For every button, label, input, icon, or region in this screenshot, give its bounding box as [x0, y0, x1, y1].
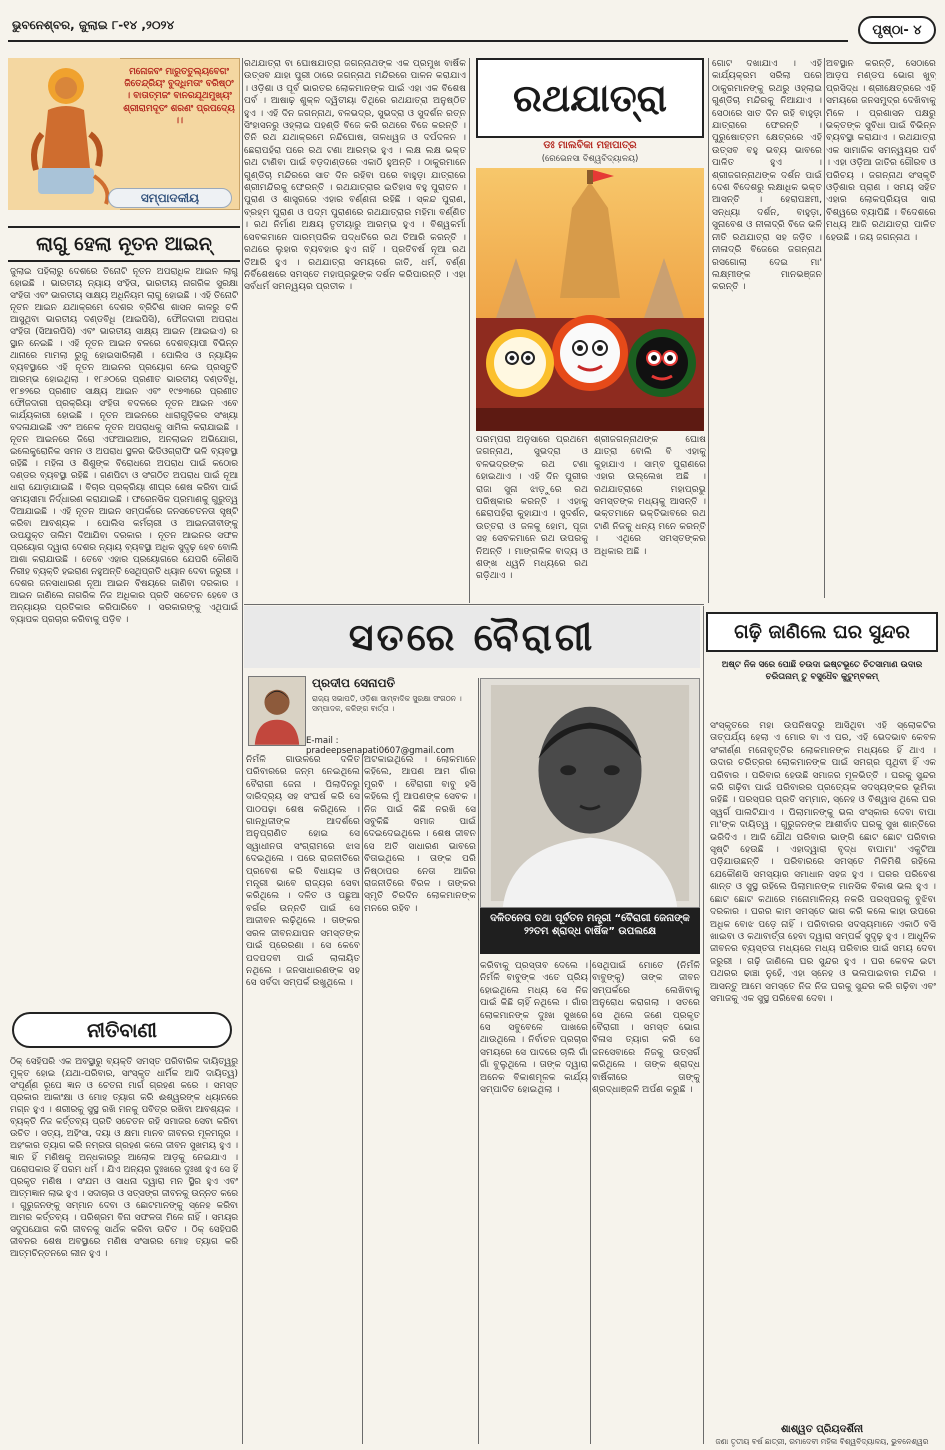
- column-divider: [590, 960, 591, 1444]
- column-divider: [824, 58, 825, 598]
- jagannath-trinity-image: [476, 168, 704, 431]
- rathayatra-body-col-2: ଶ୍ରୀଜଗନ୍ନାଥଙ୍କ ଘୋଷ ଯାତ୍ରା ବୋଲି ବି ଏହାକୁ କୁହାଯାଏ । ସାମ୍ବ ପୁରାଣରେ ଏହାର ଉଲ୍ଲେଖ ଅଛି । ରଥଯାତ୍ରାରେ ମହାପ୍ରଭୁ ସମସ୍ତଙ୍କ ମଧ୍ୟକୁ ଆସନ୍ତି । ଭକ୍ତମାନେ ଭକ୍ତିଭାବରେ ରଥ ଟାଣି ନିଜକୁ ଧନ୍ୟ ମନେ କରନ୍ତି । ଏଥିରେ ସମସ୍ତଙ୍କର ଅଧିକାର ଅଛି ।: [594, 434, 706, 557]
- column-divider: [478, 678, 479, 1444]
- rathayatra-body-col-1: ପରମ୍ପରା ଅନୁସାରେ ପ୍ରଥମେ ଜଗନ୍ନାଥ, ସୁଭଦ୍ରା ଓ ବଳଭଦ୍ରଙ୍କ ରଥ ଟଣା ହୋଇଥାଏ । ଏହି ଦିନ ପୁରୀର ରାଜା ସୁନା ଝାଡ଼ୁରେ ରଥ ପରିଷ୍କାର କରନ୍ତି । ଏହାକୁ ଛେରାପହଁରା କୁହାଯାଏ । ସୁଦର୍ଶନ, ଉତ୍ତରା ଓ ଜଳକୁ ହୋମ, ପୂଜା ସହ ସେବକମାନେ ରଥ ଉପରକୁ ନିଅନ୍ତି । ମାଙ୍ଗଳିକ ବାଦ୍ୟ ଓ ଶଙ୍ଖ ଧ୍ୱନି ମଧ୍ୟରେ ରଥ ଗଡ଼ିଥାଏ ।: [476, 434, 588, 582]
- header-rule: [8, 40, 848, 42]
- column-divider: [708, 58, 709, 603]
- ghara-author-role: ଜଣା ତୃତୀୟ ବର୍ଷ ଛାତ୍ରୀ, ରମାଦେବୀ ମହିଳା ବିଶ୍ୱବିଦ୍ୟାଳୟ, ଭୁବନେଶ୍ୱର: [715, 1437, 929, 1446]
- column-divider: [703, 606, 704, 1444]
- ghara-headline: ଗଢ଼ି ଜାଣିଲେ ଘର ସୁନ୍ଦର: [734, 621, 910, 643]
- bairagi-body-col-4: ସେଥିପାଇଁ ମୋତେ (ନିର୍ମଳି ବାବୁଙ୍କୁ) ତାଙ୍କ ଜୀବନ ସମ୍ପର୍କରେ ଲେଖିବାକୁ ଅନୁରୋଧ କରାଗଲା । ସତରେ ସେ ଥିଲେ ଜଣେ ପ୍ରକୃତ ବୈରାଗୀ । ସମସ୍ତ ଭୋଗ ବିଳାସ ତ୍ୟାଗ କରି ସେ ଜନସେବାରେ ନିଜକୁ ଉତ୍ସର୍ଗ କରିଥିଲେ । ତାଙ୍କ ଶ୍ରାଦ୍ଧ ବାର୍ଷିକୀରେ ତାଙ୍କୁ ଶ୍ରଦ୍ଧାଞ୍ଜଳି ଅର୍ପଣ କରୁଛି ।: [592, 960, 700, 1096]
- page-number-badge: ପୃଷ୍ଠା- ୪: [858, 16, 936, 44]
- rathayatra-intro-column: ରଥଯାତ୍ରା ବା ଘୋଷଯାତ୍ରା ଜଗନ୍ନାଥଙ୍କ ଏକ ପ୍ରମୁଖ ବାର୍ଷିକ ଉତ୍ସବ ଯାହା ପୁରୀ ଠାରେ ଜଗନ୍ନାଥ ମନ୍ଦିରରେ ପାଳନ କରାଯାଏ । ଓଡ଼ିଶା ଓ ପୂର୍ବ ଭାରତର ଲୋକମାନଙ୍କ ପାଇଁ ଏହା ଏକ ବିଶେଷ ପର୍ବ । ଆଷାଢ଼ ଶୁକ୍ଳ ଦ୍ୱିତୀୟା ତିଥିରେ ରଥଯାତ୍ରା ଅନୁଷ୍ଠିତ ହୁଏ । ଏହି ଦିନ ଜଗନ୍ନାଥ, ବଳଭଦ୍ର, ସୁଭଦ୍ରା ଓ ସୁଦର୍ଶନ ରତ୍ନ ସିଂହାସନରୁ ଓହ୍ଲାଇ ପହଣ୍ଡି ବିଜେ କରି ରଥରେ ବିଜେ କରନ୍ତି । ତିନି ରଥ ଯଥାକ୍ରମେ ନନ୍ଦିଘୋଷ, ତାଳଧ୍ୱଜ ଓ ଦର୍ପଦଳନ । ଛେରାପହଁରା ପରେ ରଥ ଟଣା ଆରମ୍ଭ ହୁଏ । ଲକ୍ଷ ଲକ୍ଷ ଭକ୍ତ ରଥ ଟାଣିବା ପାଇଁ ବଡ଼ଦାଣ୍ଡରେ ଏକାଠି ହୁଅନ୍ତି । ଠାକୁରମାନେ ଗୁଣ୍ଡିଚା ମନ୍ଦିରରେ ସାତ ଦିନ ରହିବା ପରେ ବାହୁଡ଼ା ଯାତ୍ରାରେ ଶ୍ରୀମନ୍ଦିରକୁ ଫେରନ୍ତି । ରଥଯାତ୍ରାର ଇତିହାସ ବହୁ ପୁରାତନ । ପୁରାଣ ଓ ଶାସ୍ତ୍ରରେ ଏହାର ବର୍ଣ୍ଣନା ରହିଛି । ସ୍କନ୍ଦ ପୁରାଣ, ବ୍ରହ୍ମ ପୁରାଣ ଓ ପଦ୍ମ ପୁରାଣରେ ରଥଯାତ୍ରାର ମହିମା ବର୍ଣ୍ଣିତ । ରଥ ନିର୍ମାଣ ଅକ୍ଷୟ ତୃତୀୟାରୁ ଆରମ୍ଭ ହୁଏ । ବିଶ୍ୱକର୍ମା ସେବକମାନେ ପାରମ୍ପରିକ ପଦ୍ଧତିରେ ରଥ ତିଆରି କରନ୍ତି । ରଥରେ ଲୁହାର ବ୍ୟବହାର ହୁଏ ନାହିଁ । ପ୍ରତିବର୍ଷ ନୂଆ ରଥ ତିଆରି ହୁଏ । ରଥଯାତ୍ରା ସମୟରେ ଜାତି, ଧର୍ମ, ବର୍ଣ୍ଣ ନିର୍ବିଶେଷରେ ସମସ୍ତେ ମହାପ୍ରଭୁଙ୍କ ଦର୍ଶନ କରିପାରନ୍ତି । ଏହା ସର୍ବଧର୍ମ ସମନ୍ୱୟର ପ୍ରତୀକ ।: [244, 58, 466, 293]
- hanuman-illustration: [8, 58, 120, 210]
- rathayatra-headline: ରଥଯାତ୍ରା: [513, 75, 667, 120]
- column-divider: [469, 58, 470, 603]
- bairagi-headline: ସତରେ ବୈରାଗୀ: [348, 614, 596, 659]
- niti-headline: ନୀତିବାଣୀ: [86, 1018, 158, 1042]
- bairagi-body-col-1: ନିର୍ମଳି ଗାଉଳରେ ଦଳିତ ପରିବାରରେ ଜନ୍ମ ନେଇଥିଲେ ବୈରାଗୀ ଜେନା । ପିଲାଦିନରୁ ଦାରିଦ୍ର୍ୟ ସହ ସଂଘର୍ଷ କରି ସେ ପାଠପଢ଼ା ଶେଷ କରିଥିଲେ । ଗାନ୍ଧିଜୀଙ୍କ ଆଦର୍ଶରେ ଅନୁପ୍ରାଣିତ ହୋଇ ସେ ସ୍ୱାଧୀନତା ସଂଗ୍ରାମରେ ଝାସ ଦେଇଥିଲେ । ପରେ ରାଜନୀତିରେ ପ୍ରବେଶ କରି ବିଧାୟକ ଓ ମନ୍ତ୍ରୀ ଭାବେ ରାଜ୍ୟର ସେବା କରିଥିଲେ । ଦଳିତ ଓ ପଛୁଆ ବର୍ଗର ଉନ୍ନତି ପାଇଁ ସେ ଆଜୀବନ ଲଢ଼ିଥିଲେ । ତାଙ୍କର ସରଳ ଜୀବନଯାପନ ସମସ୍ତଙ୍କ ପାଇଁ ପ୍ରେରଣା । ସେ କେବେ ପଦପଦବୀ ପାଇଁ ଲାଳାୟିତ ନଥିଲେ । ଜନସାଧାରଣଙ୍କ ସହ ସେ ସର୍ବଦା ସମ୍ପର୍କ ରଖୁଥିଲେ ।: [246, 754, 360, 989]
- author-details: ରାଜ୍ୟ ସଭାପତି, ଓଡ଼ିଶା ସାମ୍ବାଦିକ ସୁରକ୍ଷା ସଂଗଠନ । ସମ୍ପାଦକ, କଳିଙ୍ଗ ବାର୍ତ୍ତା ।: [312, 694, 462, 713]
- rathayatra-body-col-3: ଗୋଟ ଦଖାଯାଏ । ଏହି କାର୍ଯ୍ୟକ୍ରମ ସରିଲା ପରେ ଠାକୁରମାନଙ୍କୁ ରଥରୁ ଓହ୍ଲାଇ ଗୁଣ୍ଡିଚା ମନ୍ଦିରକୁ ନିଆଯାଏ । ସେଠାରେ ସାତ ଦିନ ରହି ବାହୁଡ଼ା ଯାତ୍ରାରେ ଫେରନ୍ତି । ପୁରୁଷୋତ୍ତମ କ୍ଷେତ୍ରରେ ଏହି ଉତ୍ସବ ବହୁ ଭବ୍ୟ ଭାବରେ ପାଳିତ ହୁଏ । ଶ୍ରୀଜଗନ୍ନାଥଙ୍କ ଦର୍ଶନ ପାଇଁ ଦେଶ ବିଦେଶରୁ ଲକ୍ଷାଧିକ ଭକ୍ତ ଆସନ୍ତି । ହେରାପଞ୍ଚମୀ, ସନ୍ଧ୍ୟା ଦର୍ଶନ, ବାହୁଡ଼ା, ସୁନାବେଶ ଓ ନୀଳାଦ୍ରି ବିଜେ ଭଳି ନୀତି ରଥଯାତ୍ରା ସହ ଜଡ଼ିତ । ନୀଳାଦ୍ରି ବିଜେରେ ଜଗନ୍ନାଥ ରସଗୋଲା ଦେଇ ମା' ଲକ୍ଷ୍ମୀଙ୍କ ମାନଭଞ୍ଜନ କରନ୍ତି ।: [712, 58, 822, 293]
- author-photo: [248, 676, 306, 746]
- ghara-sanskrit-verse: ଅଷ୍ଟ ନିଜ ସରେ ପୋଛି ଚଉଦା ଇଷ୍ଟଭୂତେ ଚିତସାମାଣ ଉଦାର ଚରିତାନାମ୍ ତୁ ବସୁଧୈବ କୁଟୁମ୍ବକମ୍: [721, 660, 923, 682]
- author-email: E-mail : pradeepsenapati0607@gmail.com: [306, 736, 455, 756]
- issue-date: ଭୁବନେଶ୍ବର, ଜୁଲାଇ ୮-୧୪ ,୨୦୨୪: [12, 18, 175, 32]
- rathayatra-body-col-4: ଅବସ୍ଥାନ କରନ୍ତି, ସେଠାରେ ଆଡ଼ପ ମଣ୍ଡପ ଭୋଗ ଖୁବ୍ ପ୍ରସିଦ୍ଧ । ଶ୍ରୀକ୍ଷେତ୍ରରେ ଏହି ସମୟରେ ଜନସମୁଦ୍ର ଦେଖିବାକୁ ମିଳେ । ପ୍ରଶାସନ ପକ୍ଷରୁ ଭକ୍ତଙ୍କ ସୁବିଧା ପାଇଁ ବିଭିନ୍ନ ବ୍ୟବସ୍ଥା କରାଯାଏ । ରଥଯାତ୍ରା ଏକ ସାମାଜିକ ସମନ୍ୱୟର ପର୍ବ । ଏହା ଓଡ଼ିଆ ଜାତିର ଗୌରବ ଓ ପରିଚୟ । ଜଗନ୍ନାଥ ସଂସ୍କୃତି ଓଡ଼ିଶାର ପ୍ରାଣ । ସମୟ ସହିତ ଏହାର ଲୋକପ୍ରିୟତା ସାରା ବିଶ୍ୱରେ ବ୍ୟାପିଛି । ବିଦେଶରେ ମଧ୍ୟ ଆଜି ରଥଯାତ୍ରା ପାଳିତ ହେଉଛି । ଜୟ ଜଗନ୍ନାଥ ।: [826, 58, 936, 243]
- law-headline: ଲାଗୁ ହେଲା ନୂତନ ଆଇନ୍: [8, 226, 240, 262]
- law-article-body: ଜୁଲାଇ ପହିଲାରୁ ଦେଶରେ ତିନୋଟି ନୂତନ ଅପରାଧିକ ଆଇନ ଲାଗୁ ହୋଇଛି । ଭାରତୀୟ ନ୍ୟାୟ ସଂହିତା, ଭାରତୀୟ ନାଗରିକ ସୁରକ୍ଷା ସଂହିତା ଏବଂ ଭାରତୀୟ ସାକ୍ଷ୍ୟ ଅଧିନିୟମ ଲାଗୁ ହୋଇଛି । ଏହି ତିନୋଟି ନୂତନ ଆଇନ ଯଥାକ୍ରମେ ଦେଶର ବ୍ରିଟିଶ ଶାସନ କାଳରୁ ଚଳି ଆସୁଥିବା ଭାରତୀୟ ଦଣ୍ଡବିଧି (ଆଇପିସି), ଫୌଜଦାରୀ ଅପରାଧ ସଂହିତା (ସିଆରପିସି) ଏବଂ ଭାରତୀୟ ସାକ୍ଷ୍ୟ ଆଇନ (ଆଇଇଏ) ର ସ୍ଥାନ ନେଇଛି । ଏହି ନୂତନ ଆଇନ ବଳରେ ଦେଶବ୍ୟାପୀ ବିଭିନ୍ନ ଥାନାରେ ମାମଲା ରୁଜୁ ହୋଇସାରିଲାଣି । ପୋଲିସ ଓ ନ୍ୟାୟିକ ବ୍ୟବସ୍ଥାରେ ଏହି ନୂତନ ଆଇନର ପ୍ରୟୋଗ ନେଇ ପ୍ରସ୍ତୁତି ଆରମ୍ଭ ହୋଇଥିଲା । ୧୮୬୦ରେ ପ୍ରଣୀତ ଭାରତୀୟ ଦଣ୍ଡବିଧି, ୧୮୭୨ରେ ପ୍ରଣୀତ ସାକ୍ଷ୍ୟ ଆଇନ ଏବଂ ୧୯୭୩ରେ ପ୍ରଣୀତ ଫୌଜଦାରୀ ପ୍ରକ୍ରିୟା ସଂହିତା ବଦଳରେ ନୂତନ ଆଇନ ଏବେ କାର୍ଯ୍ୟକାରୀ ହୋଇଛି । ନୂତନ ଆଇନରେ ଧାରାଗୁଡ଼ିକର ସଂଖ୍ୟା ବଦଳାଯାଇଛି ଏବଂ ଅନେକ ନୂତନ ଅପରାଧକୁ ସାମିଲ କରାଯାଇଛି । ନୂତନ ଆଇନରେ ଜିରୋ ଏଫଆଇଆର, ଅନଲାଇନ ଅଭିଯୋଗ, ଇଲେକ୍ଟ୍ରୋନିକ ସମନ ଓ ଅପରାଧ ସ୍ଥଳର ଭିଡିଓଗ୍ରାଫି ଭଳି ବ୍ୟବସ୍ଥା ରହିଛି । ମହିଳା ଓ ଶିଶୁଙ୍କ ବିରୋଧରେ ଅପରାଧ ପାଇଁ କଠୋର ଦଣ୍ଡର ବ୍ୟବସ୍ଥା ରହିଛି । ଗଣପିଟା ଓ ସଂଗଠିତ ଅପରାଧ ପାଇଁ ନୂଆ ଧାରା ଯୋଡ଼ାଯାଇଛି । ବିଚାର ପ୍ରକ୍ରିୟା ଶୀଘ୍ର ଶେଷ କରିବା ପାଇଁ ସମୟସୀମା ନିର୍ଦ୍ଧାରଣ କରାଯାଇଛି । ଫରେନସିକ ପ୍ରମାଣକୁ ଗୁରୁତ୍ୱ ଦିଆଯାଇଛି । ଏହି ନୂତନ ଆଇନ ସମ୍ପର୍କରେ ଜନସଚେତନତା ସୃଷ୍ଟି କରିବା ଆବଶ୍ୟକ । ପୋଲିସ କର୍ମଚାରୀ ଓ ଆଇନଜୀବୀଙ୍କୁ ଉପଯୁକ୍ତ ତାଲିମ ଦିଆଯିବା ଦରକାର । ନୂତନ ଆଇନର ସଫଳ ପ୍ରୟୋଗ ଦ୍ୱାରା ଦେଶର ନ୍ୟାୟ ବ୍ୟବସ୍ଥା ଅଧିକ ସୁଦୃଢ଼ ହେବ ବୋଲି ଆଶା କରାଯାଉଛି । ତେବେ ଏହାର ପ୍ରୟୋଗରେ ଯେପରି କୌଣସି ନିରୀହ ବ୍ୟକ୍ତି ହଇରାଣ ନହୁଅନ୍ତି ସେଥିପ୍ରତି ଧ୍ୟାନ ଦେବା ଜରୁରୀ । ଦେଶର ଜନସାଧାରଣ ନୂଆ ଆଇନ ବିଷୟରେ ଜାଣିବା ଦରକାର । ଆଇନ ଜାଣିଲେ ନାଗରିକ ନିଜ ଅଧିକାର ପ୍ରତି ସଚେତନ ହେବେ ଓ ଅନ୍ୟାୟର ପ୍ରତିକାର କରିପାରିବେ । ସରକାରଙ୍କୁ ଏଥିପାଇଁ ବ୍ୟାପକ ପ୍ରଚାର କରିବାକୁ ପଡ଼ିବ ।: [10, 267, 238, 625]
- bairagi-body-col-3: କରିବାକୁ ପ୍ରସ୍ତାବ ଦେଲେ । ନିର୍ମଳି ବାବୁଙ୍କ ଏତେ ପ୍ରିୟ ହୋଇଥିଲେ ମଧ୍ୟ ସେ ନିଜ ପାଇଁ କିଛି ଚାହିଁ ନଥିଲେ । ଗାଁର ଲୋକମାନଙ୍କ ଦୁଃଖ ସୁଖରେ ସେ ସବୁବେଳେ ପାଖରେ ଥାଉଥିଲେ । ନିର୍ବାଚନ ପ୍ରଚାର ସମୟରେ ସେ ପାଦରେ ଚାଲି ଗାଁ ଗାଁ ବୁଲୁଥିଲେ । ତାଙ୍କ ଦ୍ୱାରା ଅନେକ ବିକାଶମୂଳକ କାର୍ଯ୍ୟ ସମ୍ପାଦିତ ହୋଇଥିଲା ।: [480, 960, 588, 1096]
- niti-body: ଠିକ୍ ସେହିପରି ଏକ ଅବସ୍ଥାରୁ ବ୍ୟକ୍ତି ସମସ୍ତ ପରିବାରିକ ଦାୟିତ୍ୱରୁ ମୁକ୍ତ ହୋଇ (ଯଥା-ପରିବାର, ସାଂସ୍କୃତ ଧାର୍ମିକ ଆଦି ଦାୟିତ୍ୱ) ସଂପୂର୍ଣ୍ଣ ରୂପେ ଜ୍ଞାନ ଓ ଚେତନା ମାର୍ଗ ଗ୍ରହଣ କରେ । ସମସ୍ତ ପ୍ରକାର ଆକାଂକ୍ଷା ଓ ମୋହ ତ୍ୟାଗ କରି ଈଶ୍ୱରଙ୍କ ଧ୍ୟାନରେ ମଗ୍ନ ହୁଏ । ଶରୀରକୁ ସୁସ୍ଥ ରଖି ମନକୁ ପବିତ୍ର ରଖିବା ଆବଶ୍ୟକ । ବ୍ୟକ୍ତି ନିଜ କର୍ତ୍ତବ୍ୟ ପ୍ରତି ସଚେତନ ରହି ସମାଜର ସେବା କରିବା ଉଚିତ । ସତ୍ୟ, ଅହିଂସା, ଦୟା ଓ କ୍ଷମା ମାନବ ଜୀବନର ମୂଳମନ୍ତ୍ର । ଅହଂକାର ତ୍ୟାଗ କରି ନମ୍ରତା ଗ୍ରହଣ କଲେ ଜୀବନ ସୁଖମୟ ହୁଏ । ଜ୍ଞାନ ହିଁ ମଣିଷକୁ ଅନ୍ଧକାରରୁ ଆଲୋକ ଆଡ଼କୁ ନେଇଯାଏ । ପରୋପକାର ହିଁ ପରମ ଧର୍ମ । ଯିଏ ଅନ୍ୟର ଦୁଃଖରେ ଦୁଃଖୀ ହୁଏ ସେ ହିଁ ପ୍ରକୃତ ମଣିଷ । ସଂଯମ ଓ ସାଧନା ଦ୍ୱାରା ମନ ସ୍ଥିର ହୁଏ ଏବଂ ଆତ୍ମଜ୍ଞାନ ଲାଭ ହୁଏ । ସଦାଚାର ଓ ସତ୍‌ସଙ୍ଗ ଜୀବନକୁ ଉନ୍ନତ କରେ । ଗୁରୁଜନଙ୍କୁ ସମ୍ମାନ ଦେବା ଓ ଛୋଟମାନଙ୍କୁ ସ୍ନେହ କରିବା ଆମର କର୍ତ୍ତବ୍ୟ । ପରିଶ୍ରମ ବିନା ସଫଳତା ମିଳେ ନାହିଁ । ସମୟର ସଦୁପଯୋଗ କରି ଜୀବନକୁ ସାର୍ଥକ କରିବା ଉଚିତ । ଠିକ୍ ସେହିପରି ଜୀବନର ଶେଷ ଅବସ୍ଥାରେ ମଣିଷ ସଂସାରର ମୋହ ତ୍ୟାଗ କରି ଆତ୍ମଚିନ୍ତନରେ ଲୀନ ହୁଏ ।: [10, 1057, 238, 1259]
- column-divider: [362, 754, 363, 1444]
- column-divider: [242, 58, 243, 1444]
- editorial-quote: ମନୋଜବଂ ମାରୁତତୁଲ୍ୟବେଗଂ ଜିତେନ୍ଦ୍ରିୟଂ ବୁଦ୍ଧିମତାଂ ବରିଷ୍ଠଂ । ବାତାତ୍ମଜଂ ବାନରଯୂଥମୁଖ୍ୟଂ ଶ୍ରୀରାମଦୂତଂ ଶରଣଂ ପ୍ରପଦ୍ୟେ ।।: [123, 67, 235, 126]
- bairagi-body-col-2: ଅଟକାଇଥିଲେ । ଲୋକମାନେ କହିଲେ, ଆପଣ ଆମ ଗାଁର ମୁରବି । ବୈରାଗୀ ବାବୁ ହସି କହିଲେ ମୁଁ ଆପଣଙ୍କ ସେବକ । ନିଜ ପାଇଁ କିଛି ନରଖି ସେ ସବୁକିଛି ସମାଜ ପାଇଁ ଦେଇଦେଇଥିଲେ । ଶେଷ ଜୀବନ ସେ ଅତି ସାଧାରଣ ଭାବରେ ବିତାଇଥିଲେ । ତାଙ୍କ ପରି ନିଷ୍ଠାପର ନେତା ଆଜିର ରାଜନୀତିରେ ବିରଳ । ତାଙ୍କର ସ୍ମୃତି ଚିରଦିନ ଲୋକମାନଙ୍କ ମନରେ ରହିବ ।: [364, 754, 476, 914]
- editorial-banner: ସମ୍ପାଦକୀୟ: [108, 188, 232, 208]
- bairagi-jena-portrait: [480, 678, 700, 908]
- ghara-article-body: ସଂସ୍କୃତରେ ମହା ଉପନିଷଦରୁ ଆସିଥିବା ଏହି ସ୍ଲୋକଟିର ତାତ୍ପର୍ଯ୍ୟ ହେଲା ଏ ମୋର ବା ଏ ପର, ଏହି ଭେଦଭାବ କେବଳ ସଂକୀର୍ଣ୍ଣ ମନୋବୃତ୍ତିର ଲୋକମାନଙ୍କ ମଧ୍ୟରେ ହିଁ ଥାଏ । ଉଦାର ଚରିତ୍ରର ଲୋକମାନଙ୍କ ପାଇଁ ସମଗ୍ର ପୃଥିବୀ ହିଁ ଏକ ପରିବାର । ପରିବାର ହେଉଛି ସମାଜର ମୂଳଭିତ୍ତି । ଘରକୁ ସୁନ୍ଦର କରି ଗଢ଼ିବା ପାଇଁ ପରିବାରର ପ୍ରତ୍ୟେକ ସଦସ୍ୟଙ୍କର ଭୂମିକା ରହିଛି । ପରସ୍ପର ପ୍ରତି ସମ୍ମାନ, ସ୍ନେହ ଓ ବିଶ୍ୱାସ ଥିଲେ ଘର ସ୍ୱର୍ଗ ପାଲଟିଯାଏ । ପିଲାମାନଙ୍କୁ ଭଲ ସଂସ୍କାର ଦେବା ବାପା ମା'ଙ୍କ ଦାୟିତ୍ୱ । ଗୁରୁଜନଙ୍କ ଆଶୀର୍ବାଦ ଘରକୁ ସୁଖ ଶାନ୍ତିରେ ଭରିଦିଏ । ଆଜି ଯୌଥ ପରିବାର ଭାଙ୍ଗି ଛୋଟ ଛୋଟ ପରିବାର ସୃଷ୍ଟି ହେଉଛି । ଏହାଦ୍ୱାରା ବୃଦ୍ଧ ବାପାମା' ଏକୁଟିଆ ପଡ଼ିଯାଉଛନ୍ତି । ପରିବାରରେ ସମସ୍ତେ ମିଳିମିଶି ରହିଲେ ଯେକୌଣସି ସମସ୍ୟାର ସମାଧାନ ସହଜ ହୁଏ । ଘରର ପରିବେଶ ଶାନ୍ତ ଓ ସୁସ୍ଥ ରହିଲେ ପିଲାମାନଙ୍କ ମାନସିକ ବିକାଶ ଭଲ ହୁଏ । ଛୋଟ ଛୋଟ କଥାରେ ମନୋମାଳିନ୍ୟ ନକରି ପରସ୍ପରକୁ ବୁଝିବା ଦରକାର । ଘରର କାମ ସମସ୍ତେ ଭାଗ କରି କଲେ କାହା ଉପରେ ଅଧିକ ବୋଝ ପଡ଼େ ନାହିଁ । ପରିବାରର ସଦସ୍ୟମାନେ ଏକାଠି ବସି ଖାଇବା ଓ କଥାବାର୍ତ୍ତା ହେବା ଦ୍ୱାରା ସମ୍ପର୍କ ସୁଦୃଢ଼ ହୁଏ । ଆଧୁନିକ ଜୀବନର ବ୍ୟସ୍ତତା ମଧ୍ୟରେ ମଧ୍ୟ ପରିବାର ପାଇଁ ସମୟ ଦେବା ଜରୁରୀ । ଗଢ଼ି ଜାଣିଲେ ଘର ସୁନ୍ଦର ହୁଏ । ଘର କେବଳ ଇଟା ପଥରର ଢାଞ୍ଚା ନୁହେଁ, ଏହା ସ୍ନେହ ଓ ଭଲପାଇବାର ମନ୍ଦିର । ଆସନ୍ତୁ ଆମେ ସମସ୍ତେ ନିଜ ନିଜ ଘରକୁ ସୁନ୍ଦର କରି ଗଢ଼ିବା ଏବଂ ସମାଜକୁ ଏକ ସୁସ୍ଥ ପରିବେଶ ଦେବା ।: [710, 720, 936, 1004]
- rathayatra-author-affiliation: (ରେଭେନସା ବିଶ୍ୱବିଦ୍ୟାଳୟ): [541, 154, 639, 164]
- section-divider: [244, 604, 704, 605]
- photo-caption: ଦଳିତନେତା ତଥା ପୂର୍ବତନ ମନ୍ତ୍ରୀ “ବୈରାଗୀ ଜେନାଙ୍କ ୨୨ତମ ଶ୍ରାଦ୍ଧ ବାର୍ଷିକ” ଉପଲକ୍ଷେ: [490, 913, 690, 937]
- author-name: ପ୍ରଦୀପ ସେନାପତି: [312, 676, 396, 690]
- ghara-author: ଶାଶ୍ୱତ ପ୍ରିୟଦର୍ଶିନୀ: [780, 1424, 864, 1435]
- rathayatra-author: ଡଃ ମାଲବିକା ମହାପାତ୍ର: [543, 140, 637, 151]
